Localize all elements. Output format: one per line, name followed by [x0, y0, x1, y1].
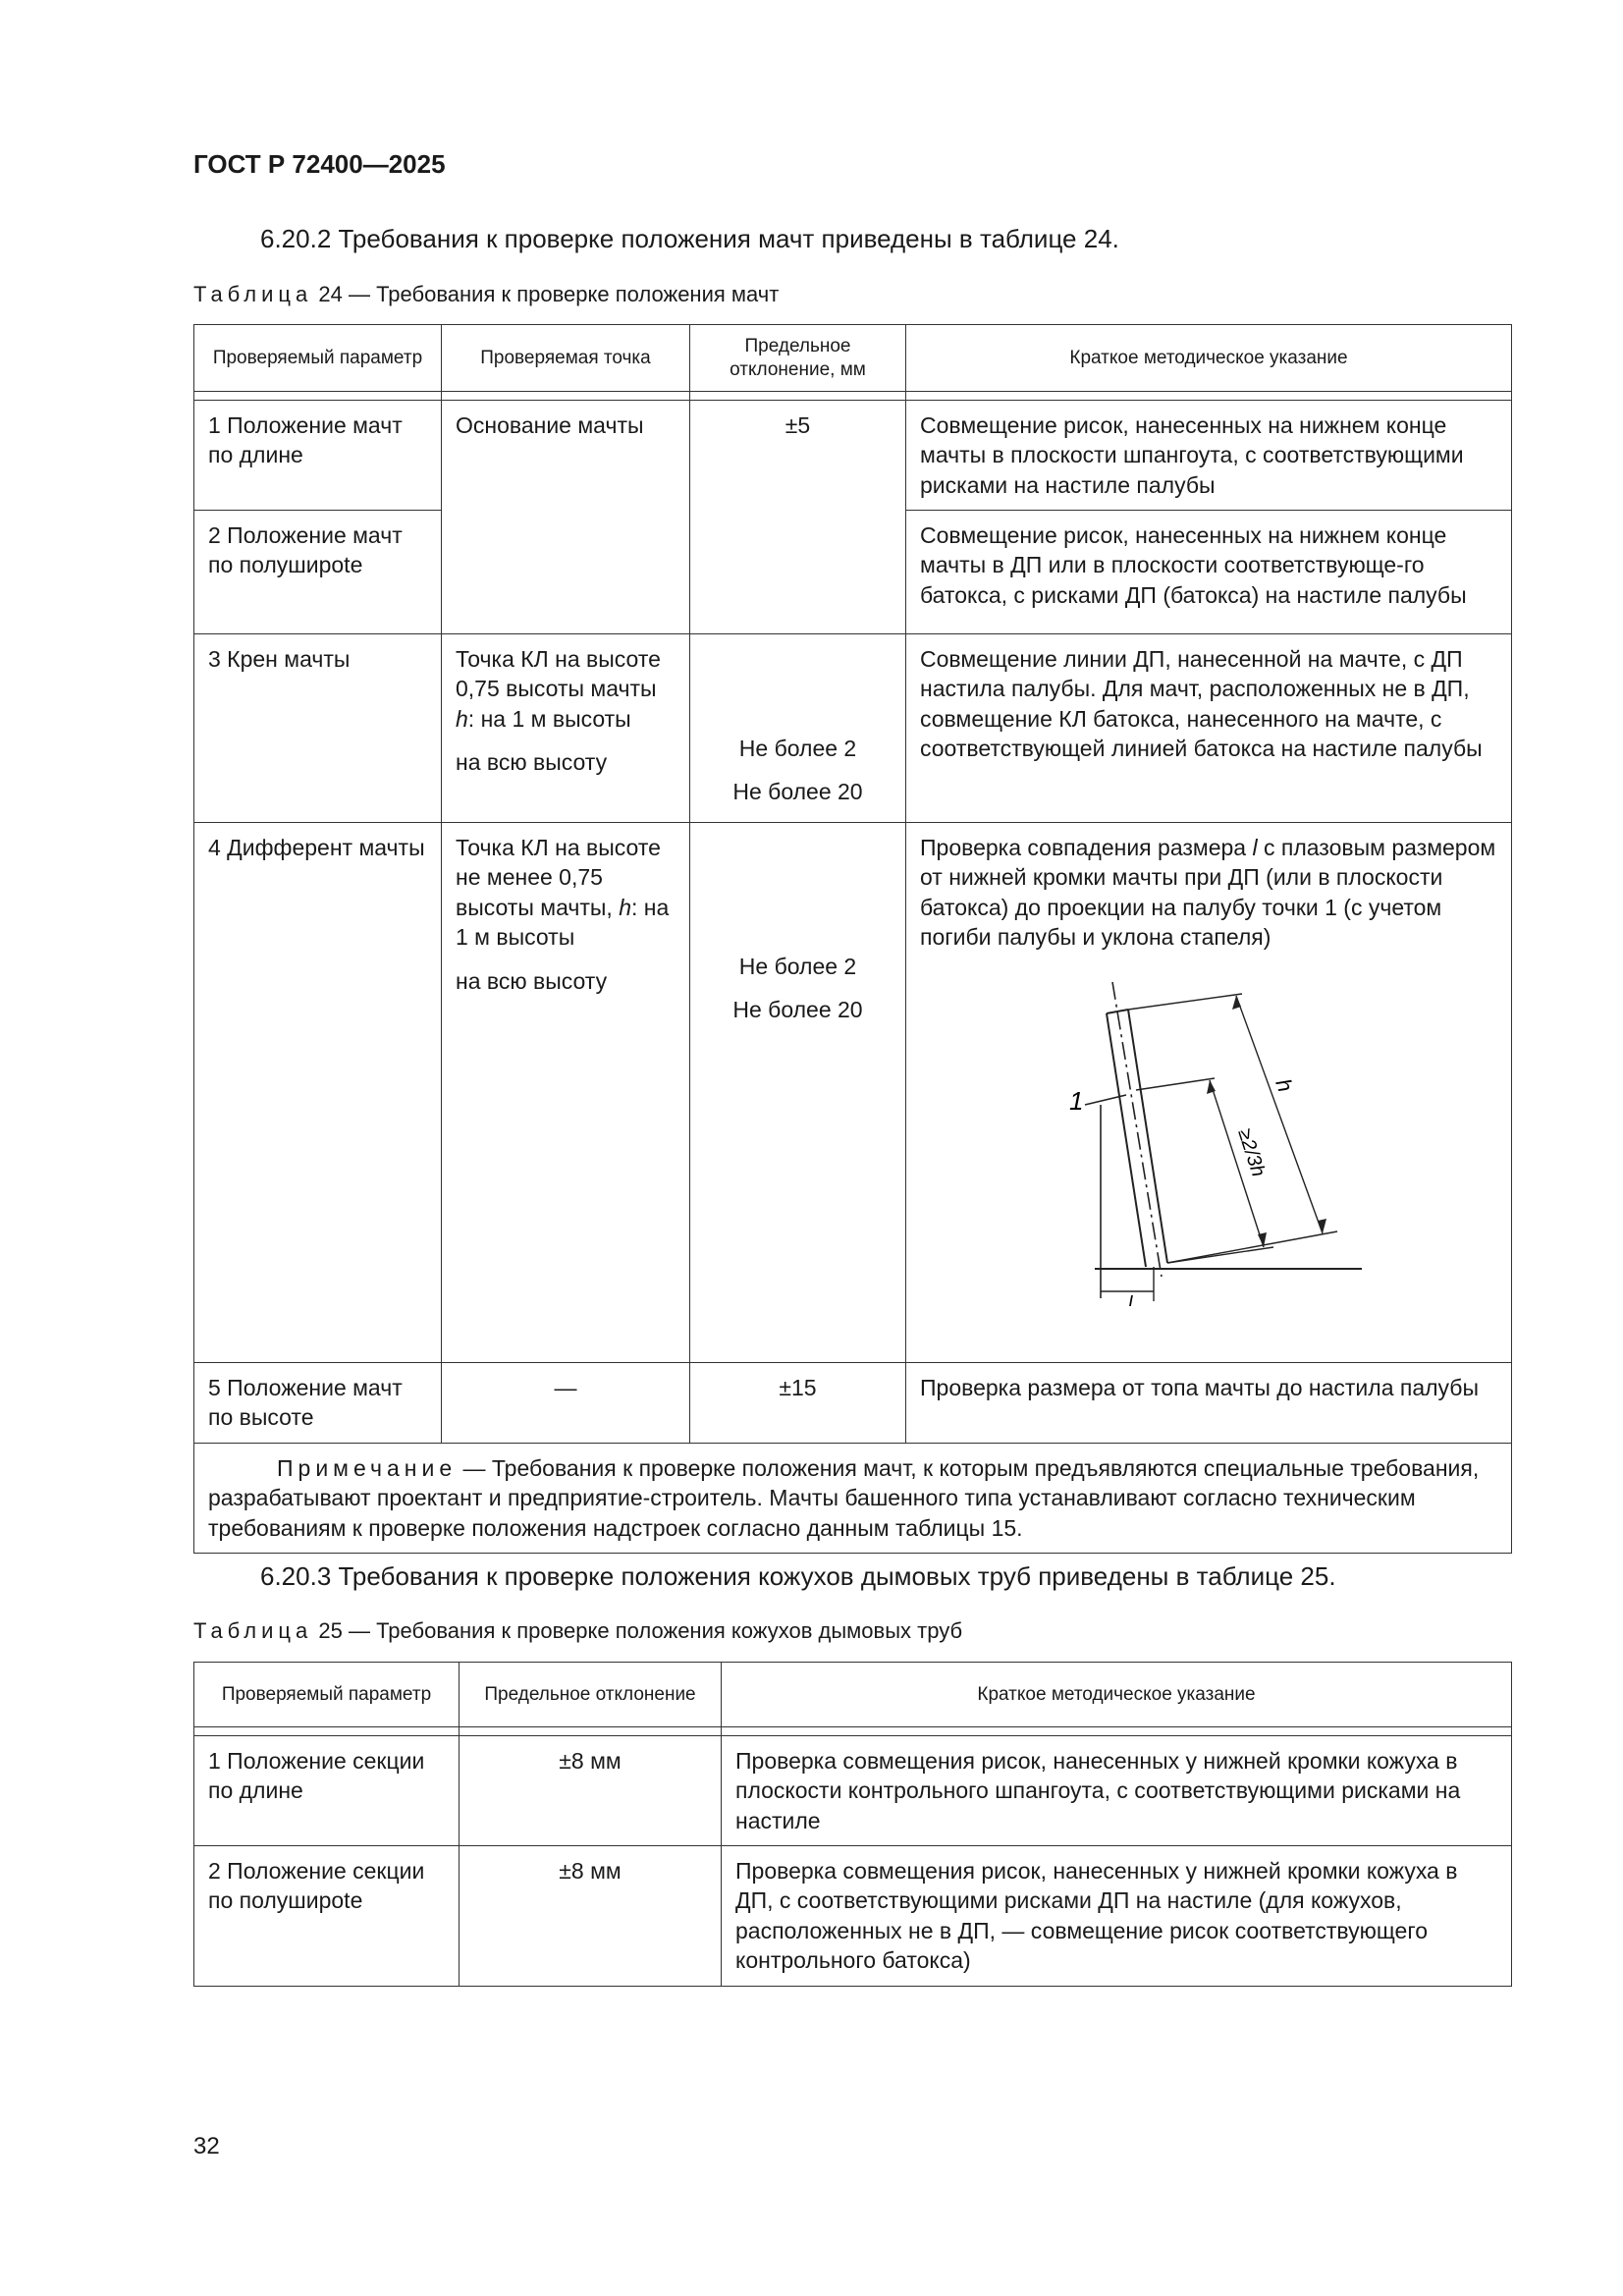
deviation-a: Не более 2 — [738, 954, 857, 980]
table-24-caption — [193, 282, 779, 307]
cell-deviation — [690, 823, 906, 1363]
cell-method: Проверка совмещения рисок, нанесенных у нижней кромки кожуха в плоскости контрольного шпангоута, с соответствующими рисками на настиле — [722, 1736, 1512, 1846]
ext-line-mid — [1136, 1078, 1215, 1090]
col-header-param: Проверяемый параметр — [194, 325, 442, 392]
two-thirds-h-label: ≥2/3h — [1233, 1125, 1270, 1179]
deviation-a: Не более 2 — [738, 736, 857, 762]
cell-param: 5 Положение мачт по высоте — [194, 1363, 442, 1444]
document-header: ГОСТ Р 72400—2025 — [193, 149, 446, 179]
method-text: Проверка совпадения размера — [920, 835, 1253, 861]
cell-deviation: ±8 мм — [460, 1736, 722, 1846]
cell-point — [442, 823, 690, 1363]
point-text-c: на всю высоту — [456, 749, 608, 776]
table-row — [194, 1363, 1512, 1444]
cell-deviation: ±5 — [690, 401, 906, 634]
table-24 — [193, 324, 1512, 1554]
col-header-param: Проверяемый параметр — [194, 1663, 460, 1727]
table-25-caption — [193, 1618, 962, 1644]
table-row — [194, 401, 1512, 511]
h-symbol: h — [456, 705, 468, 732]
method-text-b: с плазовым размером от нижней кромки мачты при ДП (или в плоскости батокса) до проекции на палубу точки 1 (с учетом погиби палубы и уклона стапеля) — [920, 835, 1496, 951]
deviation-b: Не более 20 — [732, 779, 863, 805]
cell-method: Совмещение линии ДП, нанесенной на мачте, с ДП настила палубы. Для мачт, расположенных не в ДП, совмещение КЛ батокса, нанесенного на мачте, с соответствующей линией батокса на настиле палубы — [906, 634, 1512, 823]
h-label: h — [1271, 1074, 1298, 1095]
caption-text: 24 — Требования к проверке положения мачт — [318, 282, 780, 306]
h-symbol: h — [619, 894, 631, 920]
table-note — [194, 1443, 1512, 1553]
col-header-point: Проверяемая точка — [442, 325, 690, 392]
note-row — [194, 1443, 1512, 1553]
paragraph-6-20-2: 6.20.2 Требования к проверке положения мачт приведены в таблице 24. — [260, 224, 1119, 253]
col-header-method: Краткое методическое указание — [722, 1663, 1512, 1727]
point-text: Точка КЛ на высоте не менее 0,75 высоты мачты, — [456, 835, 661, 920]
mast-trim-figure — [1067, 972, 1497, 1313]
cell-method: Совмещение рисок, нанесенных на нижнем конце мачты в плоскости шпангоута, с соответствующими рисками на настиле палубы — [906, 401, 1512, 511]
cell-param: 4 Дифферент мачты — [194, 823, 442, 1363]
page-number: 32 — [193, 2133, 220, 2159]
point-1-label: 1 — [1069, 1085, 1084, 1116]
cell-param: 2 Положение мачт по полуширote — [194, 511, 442, 634]
cell-point: — — [442, 1363, 690, 1444]
l-label: l — [1128, 1292, 1133, 1306]
table-row — [194, 1846, 1512, 1986]
cell-method: Совмещение рисок, нанесенных на нижнем конце мачты в ДП или в плоскости соответствующе-го батокса, с рисками ДП (батокса) на настиле палубы — [906, 511, 1512, 634]
cell-deviation — [690, 634, 906, 823]
deviation-b: Не более 20 — [732, 997, 863, 1023]
paragraph-6-20-3: 6.20.3 Требования к проверке положения кожухов дымовых труб приведены в таблице 25. — [260, 1561, 1336, 1591]
note-label: Примечание — [277, 1454, 458, 1481]
table-row — [194, 823, 1512, 1363]
arrow-23h-top — [1207, 1080, 1216, 1094]
mast-edge-right — [1128, 1010, 1167, 1263]
point-text: Точка КЛ на высоте 0,75 высоты мачты — [456, 646, 661, 702]
table-25 — [193, 1662, 1512, 1987]
ext-line-top — [1128, 994, 1242, 1010]
cell-point — [442, 634, 690, 823]
caption-prefix: Таблица — [193, 282, 313, 306]
col-header-method: Краткое методическое указание — [906, 325, 1512, 392]
caption-text: 25 — Требования к проверке положения кожухов дымовых труб — [318, 1618, 963, 1643]
table-row — [194, 1736, 1512, 1846]
ext-line-bottom — [1167, 1231, 1337, 1263]
cell-method — [906, 823, 1512, 1363]
point-text-b: : на 1 м высоты — [456, 894, 670, 951]
l-symbol: l — [1252, 835, 1258, 861]
cell-method: Проверка совмещения рисок, нанесенных у нижней кромки кожуха в ДП, с соответствующими рисками ДП на настиле (для кожухов, расположенных не в ДП, — совмещение рисок соответствующего контрольного батокса) — [722, 1846, 1512, 1986]
cell-deviation: ±15 — [690, 1363, 906, 1444]
caption-prefix: Таблица — [193, 1618, 313, 1643]
ext-line-bottom-2 — [1167, 1247, 1273, 1263]
note-text: — Требования к проверке положения мачт, к которым предъявляются специальные требования, разрабатывают проектант и предприятие-строитель. Мачты башенного типа устанавливают согласно техническим требованиям к проверке положения надстроек согласно данным таблицы 15. — [208, 1454, 1480, 1541]
mast-trim-diagram — [1067, 972, 1381, 1306]
cell-method: Проверка размера от топа мачты до настила палубы — [906, 1363, 1512, 1444]
cell-point: Основание мачты — [442, 401, 690, 634]
dimension-h — [1236, 996, 1323, 1233]
col-header-deviation: Предельное отклонение — [460, 1663, 722, 1727]
point-text-c: на всю высоту — [456, 967, 608, 994]
mast-centerline — [1112, 982, 1162, 1277]
point-text-b: : на 1 м высоты — [467, 705, 631, 732]
col-header-deviation: Предельное отклонение, мм — [690, 325, 906, 392]
cell-deviation: ±8 мм — [460, 1846, 722, 1986]
cell-param: 1 Положение секции по длине — [194, 1736, 460, 1846]
cell-param: 1 Положение мачт по длине — [194, 401, 442, 511]
table-row — [194, 634, 1512, 823]
cell-param: 3 Крен мачты — [194, 634, 442, 823]
arrow-h-bottom — [1318, 1219, 1326, 1233]
mast-edge-left — [1107, 1013, 1146, 1267]
cell-param: 2 Положение секции по полуширote — [194, 1846, 460, 1986]
